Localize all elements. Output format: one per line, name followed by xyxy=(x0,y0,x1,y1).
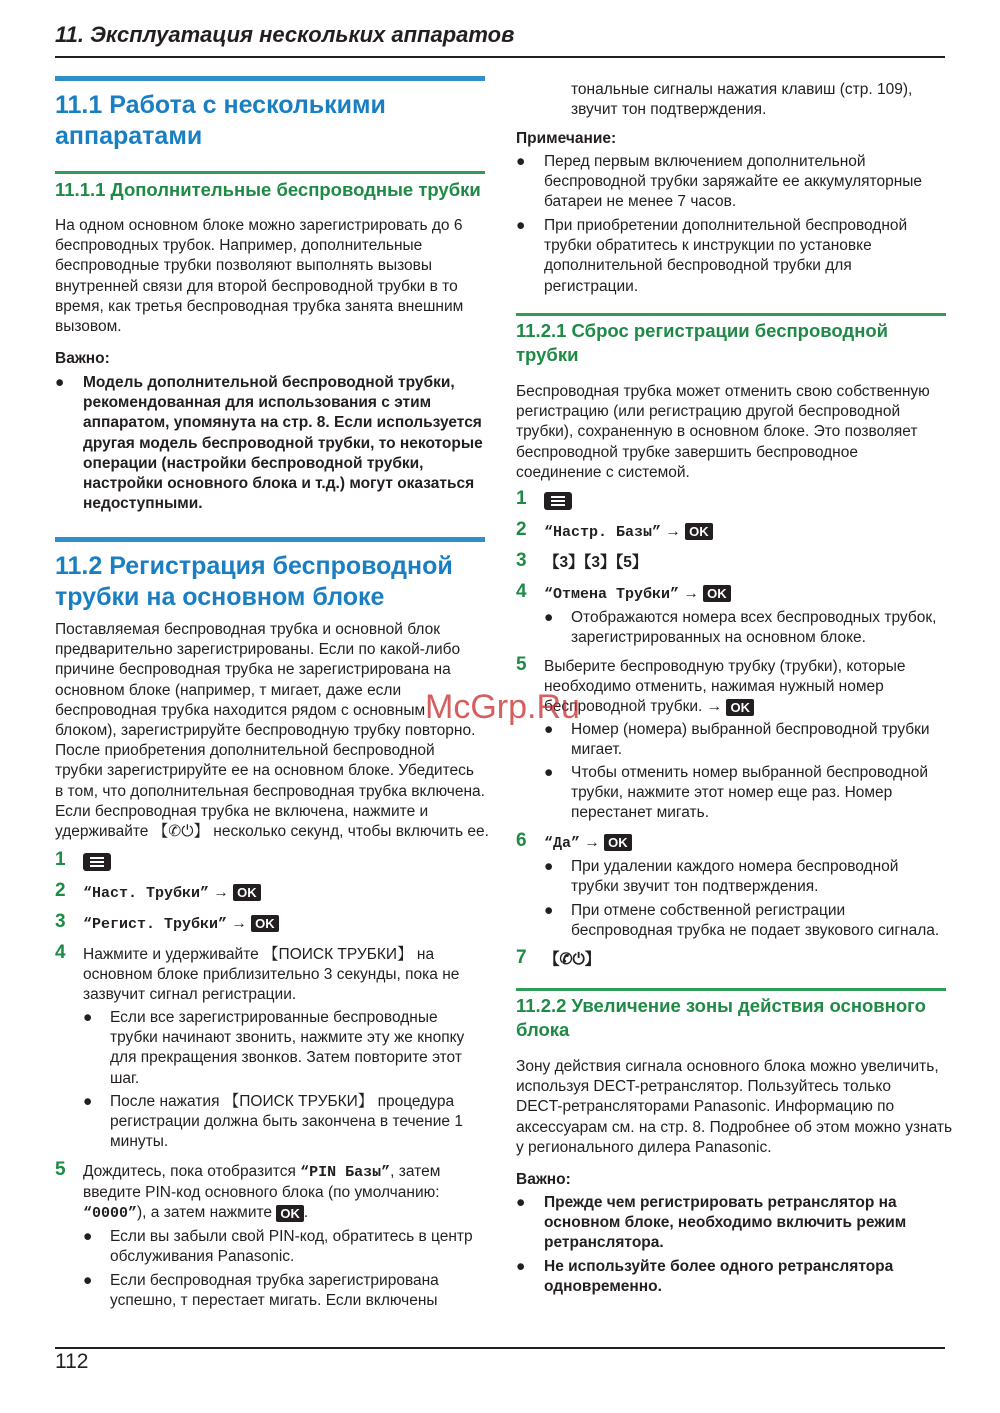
arrow-icon: → xyxy=(683,585,699,602)
subsection-bar xyxy=(516,313,946,316)
menu-icon xyxy=(83,853,111,871)
arrow-icon: → xyxy=(584,834,600,851)
subsection-bar xyxy=(516,988,946,991)
footer-rule xyxy=(55,1347,945,1349)
ok-icon: OK xyxy=(703,585,731,602)
arrow-icon: → xyxy=(231,915,247,932)
step-r7: 7 【✆⏻】 xyxy=(516,947,601,968)
header-rule xyxy=(55,56,945,58)
menu-icon xyxy=(544,492,572,510)
step-4-bullet-2: ● После нажатия 【ПОИСК ТРУБКИ】 процедура регистрации должна быть закончена в течение 1 минуты. xyxy=(83,1093,463,1151)
important-bullet-1: ● Прежде чем регистрировать ретранслятор на основном блоке, необходимо включить режим ретранслятора. xyxy=(516,1194,907,1252)
step-r6-bullet-1: ● При удалении каждого номера беспроводной трубки звучит тон подтверждения. xyxy=(544,858,899,896)
step-3: 3 “Регист. Трубки” → OK xyxy=(55,914,485,935)
step-r3: 3 【3】【3】【5】 xyxy=(516,550,648,571)
step-5-bullet-1: ● Если вы забыли свой PIN-код, обратитесь в центр обслуживания Panasonic. xyxy=(83,1228,473,1266)
section-heading-11-1 xyxy=(55,90,386,152)
step-r5-bullet-2: ● Чтобы отменить номер выбранной беспроводной трубки, нажмите этот номер еще раз. Номер перестанет мигать. xyxy=(544,764,929,822)
paragraph-registration: Поставляемая беспроводная трубка и основной блок предварительно зарегистрированы. Если по какой-либо причине беспроводная трубка не зарегистрирована на основном блоке (например, ᴛ мигает, даже если беспроводная трубка находится рядом с основным блоком), зарегистрируйте беспроводную трубку повторно. После приобретения дополнительной беспроводной трубки зарегистрируйте ее на основном блоке. Убедитесь в том, что дополнительная беспроводная трубка включена. Если беспроводная трубка не включена, нажмите и удерживайте 【✆⏻】 несколько секунд, чтобы включить ее. xyxy=(55,621,489,841)
ok-icon: OK xyxy=(685,523,713,540)
chapter-title: 11. Эксплуатация нескольких аппаратов xyxy=(55,22,515,47)
page-number: 112 xyxy=(55,1350,89,1373)
step-r4-bullet: ● Отображаются номера всех беспроводных трубок, зарегистрированных на основном блоке. xyxy=(544,609,937,647)
step-r6: 6 “Да” → OK xyxy=(516,833,946,854)
note-bullet-2: ● При приобретении дополнительной беспроводной трубки обратитесь к инструкции по установке дополнительной беспроводной трубки для регистрации. xyxy=(516,217,908,295)
paragraph-intro: На одном основном блоке можно зарегистрировать до 6 беспроводных трубок. Например, дополнительные беспроводные трубки позволяют выполнять вызовы внутренней связи для второй беспроводной трубки в то время, как третья беспроводная трубка занята внешним вызовом. xyxy=(55,217,464,336)
note-bullet-1: ● Перед первым включением дополнительной беспроводной трубки заряжайте ее аккумуляторные батареи не менее 7 часов. xyxy=(516,153,923,211)
ok-icon: OK xyxy=(604,834,632,851)
step-5-bullet-2: ● Если беспроводная трубка зарегистрирована успешно, ᴛ перестает мигать. Если включены xyxy=(83,1272,439,1310)
step-r5: 5 Выберите беспроводную трубку (трубки), которые необходимо отменить, нажимая нужный номер беспроводной трубки. → OK xyxy=(516,654,906,716)
subsection-heading-11-2-2: 11.2.2 Увеличение зоны действия основного блока xyxy=(516,995,926,1040)
step-4: 4 Нажмите и удерживайте 【ПОИСК ТРУБКИ】 на основном блоке приблизительно 3 секунды, пока не зазвучит сигнал регистрации. xyxy=(55,942,460,1004)
important-label: Важно: xyxy=(55,350,110,367)
heading-line: 11.1 Работа с несколькими xyxy=(55,91,386,119)
ok-icon: OK xyxy=(276,1205,304,1222)
step-5: 5 Дождитесь, пока отобразится “PIN Базы”, затем введите PIN-код основного блока (по умолчанию: “0000”), а затем нажмите OK . xyxy=(55,1159,441,1223)
step-r6-bullet-2: ● При отмене собственной регистрации беспроводная трубка не подает звукового сигнала. xyxy=(544,902,940,940)
important-bullet-2: ● Не используйте более одного ретранслятора одновременно. xyxy=(516,1258,894,1296)
bullet-icon: ● xyxy=(55,374,65,391)
section-bar xyxy=(55,537,485,542)
paragraph-deregister: Беспроводная трубка может отменить свою собственную регистрацию (или регистрацию другой беспроводной трубки), сохраненную в основном блоке. Это позволяет беспроводной трубке завершить беспроводное соединение с системой. xyxy=(516,383,930,481)
step-r4: 4 “Отмена Трубки” → OK xyxy=(516,584,946,605)
section-bar xyxy=(55,76,485,81)
paragraph-range: Зону действия сигнала основного блока можно увеличить, используя DECT-ретранслятор. Пользуйтесь только DECT-ретрансляторами Panasonic. Информацию по аксессуарам см. на стр. 8. Подробнее об этом можно узнать у регионального дилера Panasonic. xyxy=(516,1058,953,1156)
ok-icon: OK xyxy=(251,915,279,932)
arrow-icon: → xyxy=(213,884,229,901)
note-label: Примечание: xyxy=(516,130,617,147)
step-2: 2 “Наст. Трубки” → OK xyxy=(55,883,485,904)
ok-icon: OK xyxy=(233,884,261,901)
ok-icon: OK xyxy=(726,699,754,716)
subsection-heading-11-1-1: 11.1.1 Дополнительные беспроводные трубки xyxy=(55,179,481,200)
step-4-bullet-1: ● Если все зарегистрированные беспроводные трубки начинают звонить, нажмите эту же кнопку для прекращения звонков. Затем повторите этот шаг. xyxy=(83,1009,465,1087)
step-r5-bullet-1: ● Номер (номера) выбранной беспроводной трубки мигает. xyxy=(544,721,930,759)
step-r2: 2 “Настр. Базы” → OK xyxy=(516,522,946,543)
section-heading-11-2: 11.2 Регистрация беспроводной трубки на основном блоке xyxy=(55,552,453,611)
heading-line: аппаратами xyxy=(55,122,203,150)
important-bullet: ● Модель дополнительной беспроводной трубки, рекомендованная для использования с этим аппаратом, упомянута на стр. 8. Если используется другая модель беспроводной трубки, то некоторые операции (настройки беспроводной трубки, настройки основного блока и т.д.) могут оказаться недоступными. xyxy=(55,374,483,513)
continued-text: тональные сигналы нажатия клавиш (стр. 109), звучит тон подтверждения. xyxy=(571,81,913,119)
arrow-icon: → xyxy=(665,523,681,540)
subsection-heading-11-2-1: 11.2.1 Сброс регистрации беспроводной трубки xyxy=(516,320,889,365)
watermark: McGrp.Ru xyxy=(425,688,580,726)
important-label: Важно: xyxy=(516,1171,571,1188)
subsection-bar xyxy=(55,171,485,174)
